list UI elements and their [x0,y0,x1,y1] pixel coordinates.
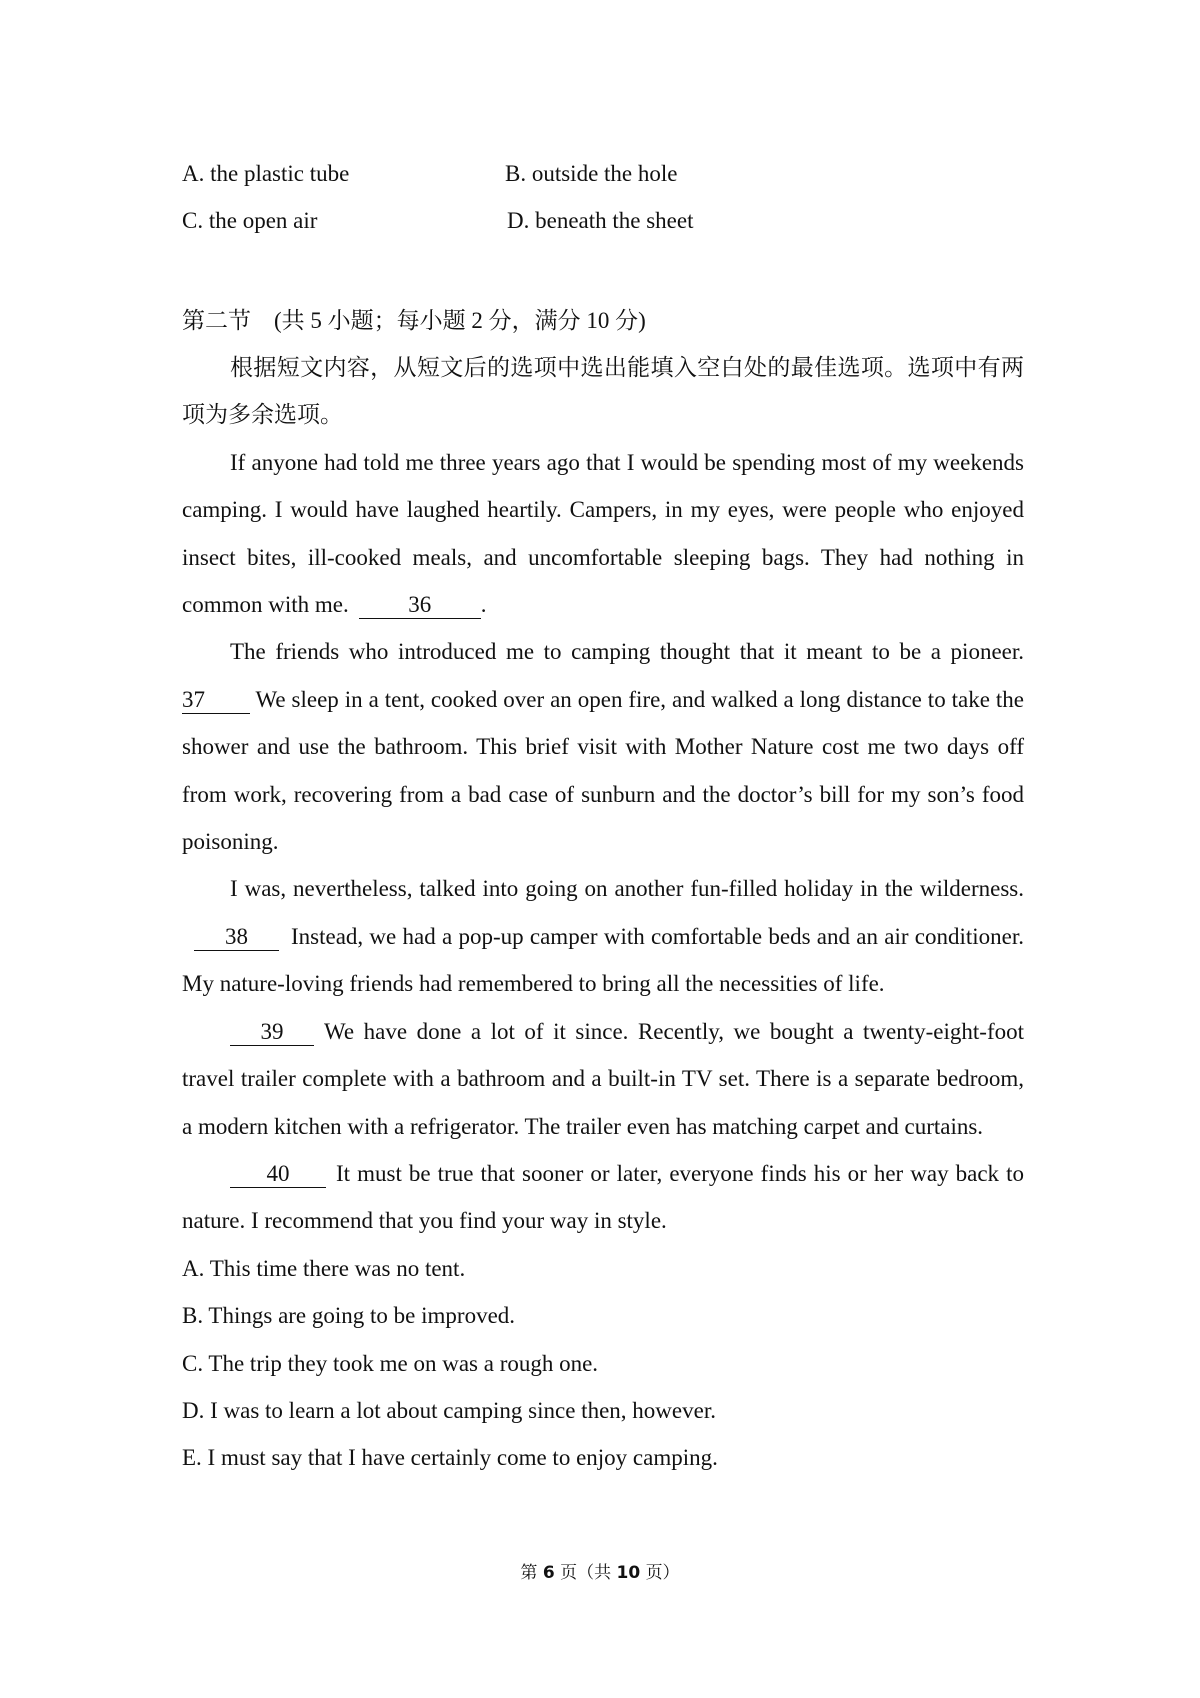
footer-mid: 页（共 [560,1563,612,1583]
paragraph-5 [182,1150,1024,1245]
paragraph-2-rest: We sleep in a tent, cooked over an open fire, and walked a long distance to take the shower and use the bathroom. This brief visit with Mother Nature cost me two days off from work, recovering from a bad case of sunburn and the doctor’s bill for my son’s food poisoning. [182,686,1024,855]
answer-option-a: A. This time there was no tent. [182,1255,466,1281]
paragraph-3-text: I was, nevertheless, talked into going on another fun-filled holiday in the wilderness. [230,876,1024,902]
footer-total-pages: 10 [616,1563,641,1583]
paragraph-1 [182,439,1024,629]
blank-40: 40 [230,1160,326,1188]
paragraph-5-rest: It must be true that sooner or later, everyone finds his or her way back to nature. I recommend that you find your way in style. [182,1160,1024,1234]
paragraph-2 [182,628,1024,865]
page-footer [0,1558,1200,1583]
answer-options [182,1245,1024,1482]
paragraph-1-end: . [480,592,487,618]
paragraph-1-text: If anyone had told me three years ago that I would be spending most of my weekends camping. I would have laughed heartily. Campers, in my eyes, were people who enjoyed insect bites, ill-cooked meals, and uncomfortable sleeping bags. They had nothing in common with me. [182,449,1024,618]
page-content [182,150,1024,1482]
option-a: A. the plastic tube [182,160,350,186]
answer-option-b: B. Things are going to be improved. [182,1303,516,1329]
blank-39: 39 [230,1018,314,1046]
option-c: C. the open air [182,207,318,233]
blank-38: 38 [194,923,279,951]
answer-option-d: D. I was to learn a lot about camping since then, however. [182,1397,716,1423]
options-row-1 [182,150,1024,197]
option-d: D. beneath the sheet [507,207,694,233]
section-instruction: 根据短文内容，从短文后的选项中选出能填入空白处的最佳选项。选项中有两项为多余选项。 [182,355,1024,428]
footer-page-number: 6 [542,1563,555,1583]
paragraph-4 [182,1008,1024,1150]
paragraph-3-rest: Instead, we had a pop-up camper with comfortable beds and an air conditioner. My nature-loving friends had remembered to bring all the necessities of life. [182,923,1024,997]
footer-post: 页） [645,1563,680,1583]
footer-pre: 第 [520,1563,538,1583]
answer-option-c: C. The trip they took me on was a rough one. [182,1350,599,1376]
paragraph-2-text: The friends who introduced me to camping thought that it meant to be a pioneer. [230,639,1024,665]
options-row-2 [182,197,1024,244]
paragraph-4-rest: We have done a lot of it since. Recently, we bought a twenty-eight-foot travel trailer complete with a bathroom and a built-in TV set. There is a separate bedroom, a modern kitchen with a refrigerator. The trailer even has matching carpet and curtains. [182,1018,1024,1139]
option-b: B. outside the hole [505,160,678,186]
blank-37: 37 [182,686,250,714]
answer-option-e: E. I must say that I have certainly come to enjoy camping. [182,1445,718,1471]
paragraph-3 [182,865,1024,1007]
blank-36: 36 [359,591,481,619]
section-heading: 第二节 (共 5 小题；每小题 2 分，满分 10 分) [182,308,646,333]
